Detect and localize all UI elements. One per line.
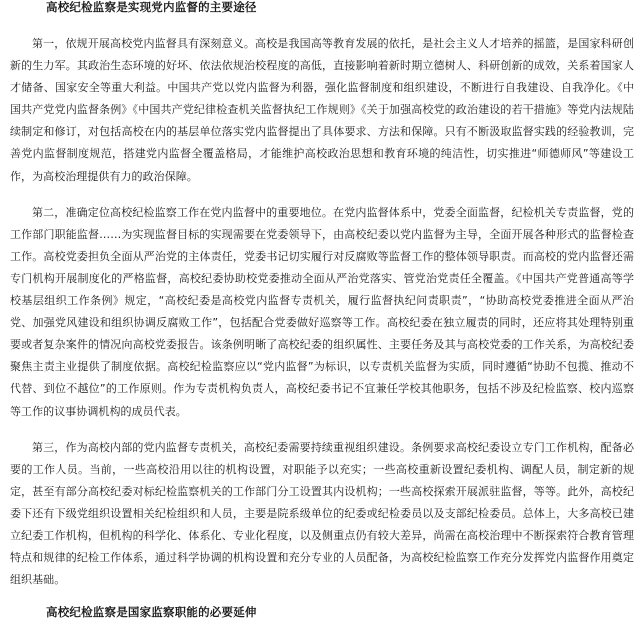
section-heading-1: 高校纪检监察是实现党内监督的主要途径 [46, 0, 257, 14]
paragraph-1: 第一，依规开展高校党内监督具有深刻意义。高校是我国高等教育发展的依托，是社会主义人才培养的摇篮，是国家科研创新的生力军。其政治生态环境的好坏、依法依规治校程度的高低，直接影响着新时期立德树人、科研创新的成效，关系着国家人才储备、国家安全等重大利益。中国共产党以党内监督为利器，强化监督制度和组织建设，不断进行自我建设、自我净化。《中国共产党党内监督条例》《中国共产党纪律检查机关监督执纪工作规则》《关于加强高校党的政治建设的若干措施》等党内法规陆续制定和修订，对包括高校在内的基层单位落实党内监督提出了具体要求、方法和保障。只有不断汲取监督实践的经验教训，完善党内监督制度规范，搭建党内监督全覆盖格局，才能维护高校政治思想和教育环境的纯洁性，切实推进“师德师风”等建设工作，为高校治理提供有力的政治保障。 [10, 37, 634, 183]
paragraph-2: 第二，准确定位高校纪检监察工作在党内监督中的重要地位。在党内监督体系中，党委全面监督，纪检机关专责监督，党的工作部门职能监督……为实现监督目标的实现需要在党委领导下，由高校纪委以党内监督为主导，全面开展各种形式的监督检查工作。高校党委担负全面从严治党的主体责任，党委书记切实履行对反腐败等监督工作的整体领导职责。而高校的党内监督还需专门机构开展制度化的严格监督，高校纪委协助校党委推动全面从严治党落实、管党治党责任全覆盖。《中国共产党普通高等学校基层组织工作条例》规定，“高校纪委是高校党内监督专责机关，履行监督执纪问责职责”，“协助高校党委推进全面从严治党、加强党风建设和组织协调反腐败工作”，包括配合党委做好巡察等工作。高校纪委在独立履责的同时，还应将其处理特别重要或者复杂案件的情况向高校党委报告。该条例明晰了高校纪委的组织属性、主要任务及其与高校党委的工作关系，为高校纪委聚焦主责主业提供了制度依据。高校纪检监察应以“党内监督”为标识，以专责机关监督为实质，同时遵循“协助不包揽、推动不代替、到位不越位”的工作原则。作为专责机构负责人，高校纪委书记不宜兼任学校其他职务，包括不涉及纪检监察、校内巡察等工作的议事协调机构的成员代表。 [10, 205, 634, 418]
section-heading-2: 高校纪检监察是国家监察职能的必要延伸 [46, 605, 257, 620]
article [10, 0, 634, 619]
paragraph-3: 第三，作为高校内部的党内监督专责机关，高校纪委需要持续重视组织建设。条例要求高校纪委设立专门工作机构，配备必要的工作人员。当前，一些高校沿用以往的机构设置，对职能予以充实；一些高校重新设置纪委机构、调配人员，制定新的规定，甚至有部分高校纪委对标纪检监察机关的工作部门分工设置其内设机构；一些高校探索开展派驻监督，等等。此外，高校纪委下还有下级党组织设置相关纪检组织和人员，主要是院系级单位的纪委或纪检委员以及支部纪检委员。总体上，大多高校已建立纪委工作机构，但机构的科学化、体系化、专业化程度，以及侧重点仍有较大差异，尚需在高校治理中不断探索符合教育管理特点和规律的纪检工作体系，通过科学协调的机构设置和充分专业的人员配备，为高校纪检监察工作充分发挥党内监督作用奠定组织基础。 [10, 440, 634, 587]
